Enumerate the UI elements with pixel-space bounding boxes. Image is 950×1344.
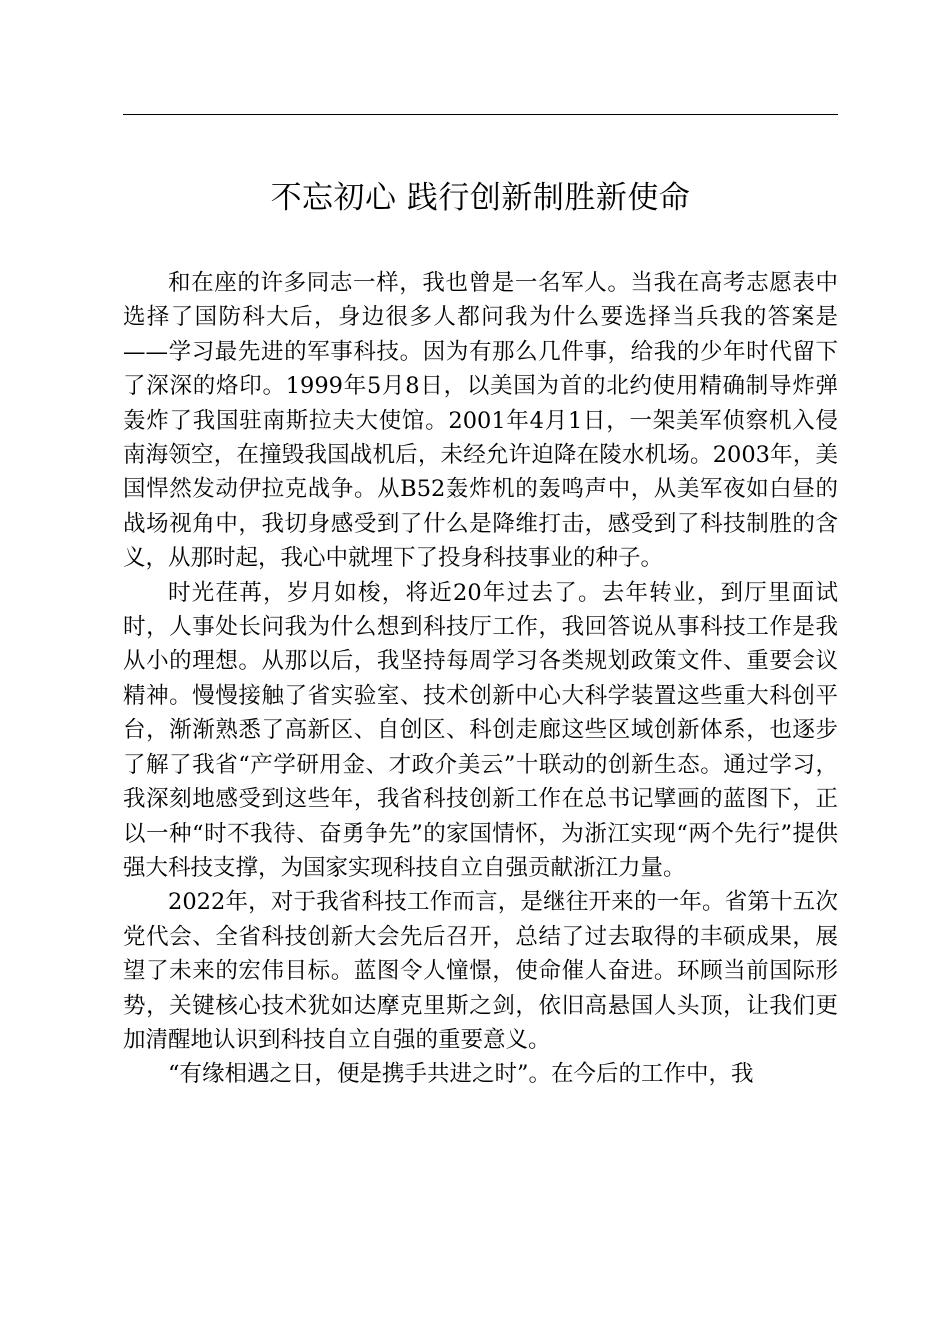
paragraph-1: 和在座的许多同志一样，我也曾是一名军人。当我在高考志愿表中选择了国防科大后，身边很多人都问我为什么要选择当兵我的答案是——学习最先进的军事科技。因为有那么几件事，给我的少年时代留下了深深的烙印。1999年5月8日，以美国为首的北约使用精确制导炸弹轰炸了我国驻南斯拉夫大使馆。2001年4月1日，一架美军侦察机入侵南海领空，在撞毁我国战机后，未经允许迫降在陵水机场。2003年，美国悍然发动伊拉克战争。从B52轰炸机的轰鸣声中，从美军夜如白昼的战场视角中，我切身感受到了什么是降维打击，感受到了科技制胜的含义，从那时起，我心中就埋下了投身科技事业的种子。 — [123, 270, 838, 572]
paragraph-3: 2022年，对于我省科技工作而言，是继往开来的一年。省第十五次党代会、全省科技创新大会先后召开，总结了过去取得的丰硕成果，展望了未来的宏伟目标。蓝图令人憧憬，使命催人奋进。环顾当前国际形势，关键核心技术犹如达摩克里斯之剑，依旧高悬国人头顶，让我们更加清醒地认识到科技自立自强的重要意义。 — [123, 889, 838, 1053]
paragraph-4: “有缘相遇之日，便是携手共进之时”。在今后的工作中，我 — [168, 1061, 754, 1088]
document-body — [123, 266, 838, 1092]
paragraph-2: 时光荏苒，岁月如梭，将近20年过去了。去年转业，到厅里面试时，人事处长问我为什么想到科技厅工作，我回答说从事科技工作是我从小的理想。从那以后，我坚持每周学习各类规划政策文件、重要会议精神。慢慢接触了省实验室、技术创新中心大科学装置这些重大科创平台，渐渐熟悉了高新区、自创区、科创走廊这些区域创新体系，也逐步了解了我省“产学研用金、才政介美云”十联动的创新生态。通过学习，我深刻地感受到这些年，我省科技创新工作在总书记擘画的蓝图下，正以一种“时不我待、奋勇争先”的家国情怀，为浙江实现“两个先行”提供强大科技支撑，为国家实现科技自立自强贡献浙江力量。 — [123, 579, 838, 881]
header-rule — [123, 114, 838, 115]
document-title: 不忘初心 践行创新制胜新使命 — [270, 180, 691, 216]
